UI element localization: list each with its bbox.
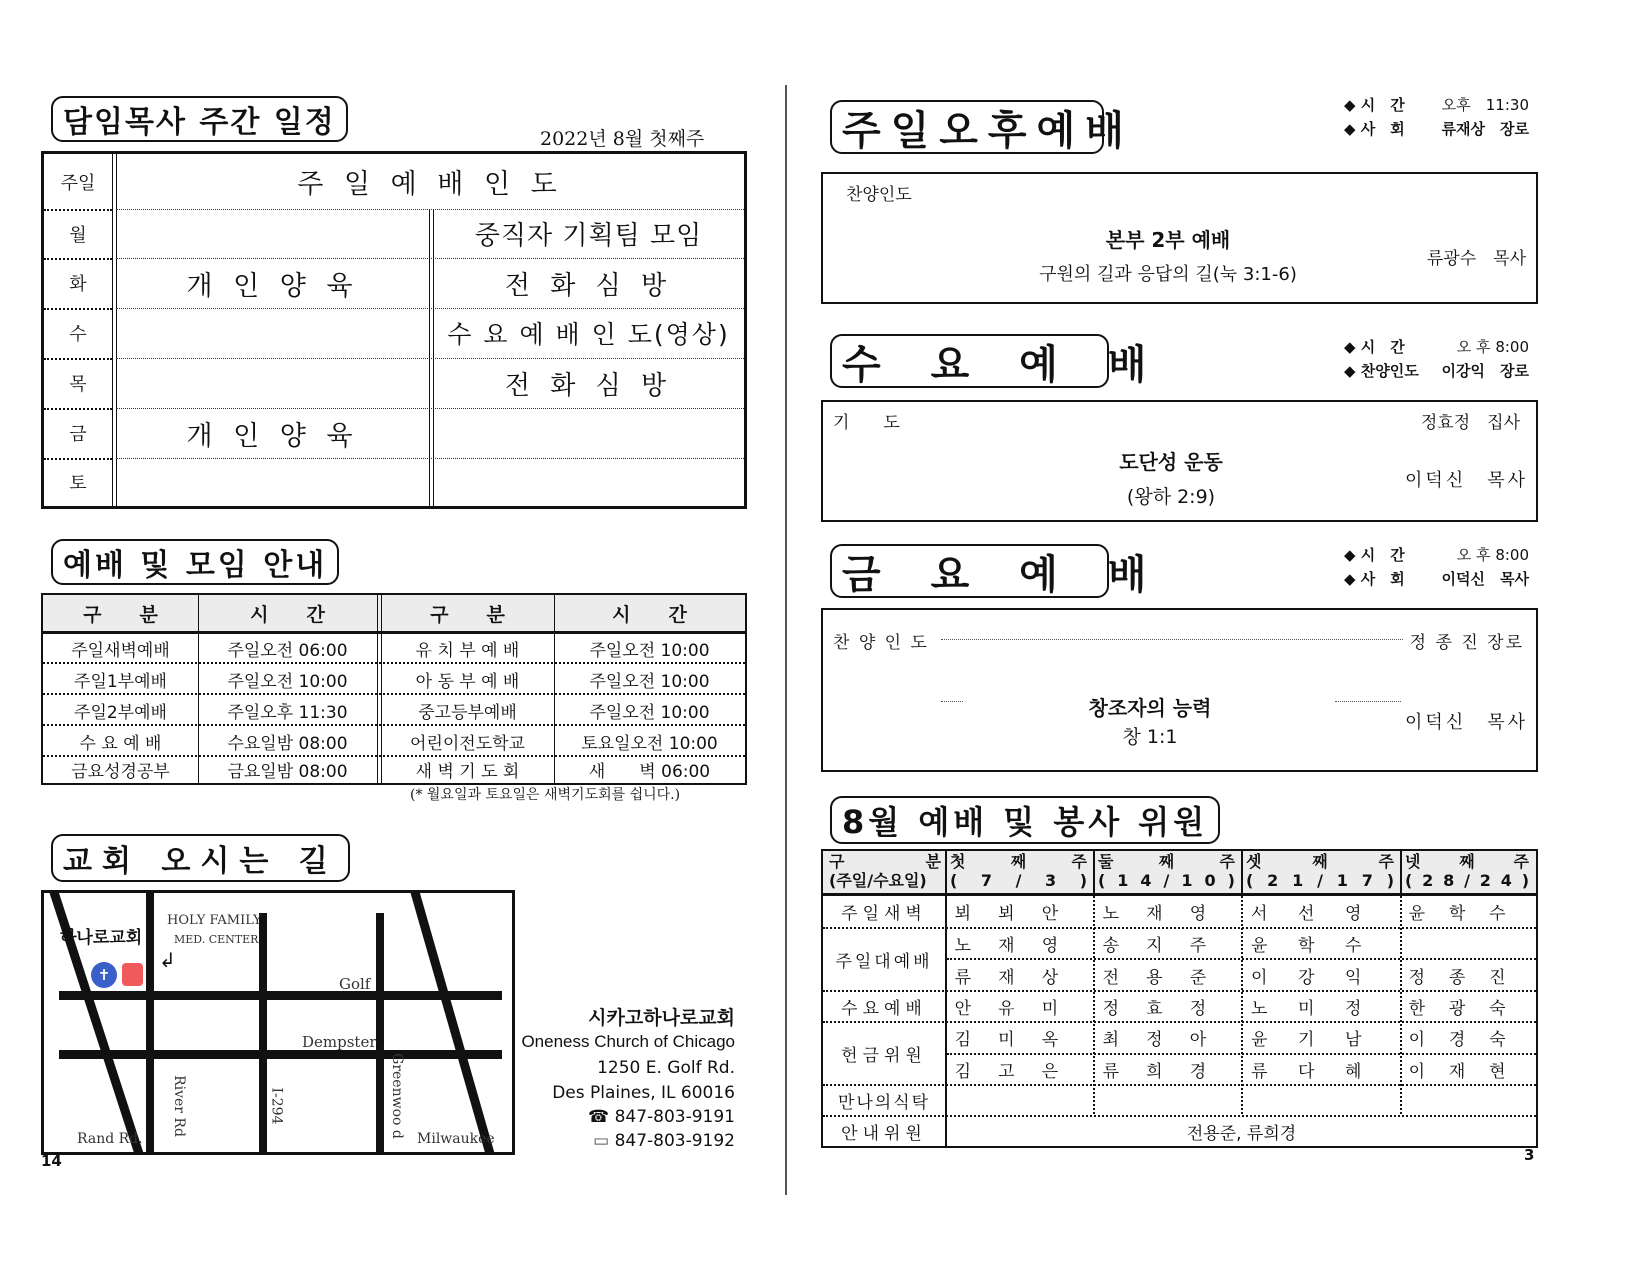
friday-box [821,608,1538,772]
meeting-time: 주일오전 10:00 [589,671,710,692]
info-label: 시 간 [1360,96,1405,114]
sermon-title: 도단성 운동 [1119,450,1223,474]
row-label: 만나의식탁 [837,1092,931,1113]
name-cell: 김미옥 [954,1030,1086,1050]
hospital-label-1: HOLY FAMILY [167,913,262,928]
schedule-date: 2022년 8월 첫째주 [540,128,705,150]
friday-title: 금 요 예 배 [830,544,1109,598]
servants-table [821,849,1538,1148]
meeting-name: 주일1부예배 [74,671,167,692]
name-cell: 윤기남 [1250,1030,1393,1050]
preacher: 이덕신 목사 [1405,712,1528,733]
ushers-names: 전용준, 류희경 [1186,1123,1297,1144]
fax-icon: ▭ [593,1131,615,1151]
name-cell: 안유미 [954,998,1086,1019]
wednesday-info: ◆ 시 간 오 후 8:00 ◆ 찬양인도 이강익 장로 [1344,338,1529,380]
info-label: 사 회 [1360,570,1405,588]
meeting-name: 주일새벽예배 [71,640,170,661]
name-cell: 뵈뵈안 [954,904,1086,924]
name-cell: 노재영 [954,935,1086,956]
schedule-thu-col1 [116,358,429,408]
meeting-name: 어린이전도학교 [410,733,525,754]
meeting-time: 수요일밤 08:00 [227,733,348,754]
wednesday-title: 수 요 예 배 [830,334,1109,388]
church-name-en: Oneness Church of Chicago [521,1032,735,1051]
name-cell: 송지주 [1102,935,1234,956]
name-cell: 노재영 [1102,904,1234,924]
day-fri: 금 [69,424,87,445]
info-value: 오 후 8:00 [1456,338,1529,356]
road-milwaukee [407,890,498,1155]
friday-info: ◆ 시 간 오 후 8:00 ◆ 사 회 이덕신 목사 [1344,546,1529,588]
header-week-4: 넷 째 주 ( 2 8 / 2 4 ) [1405,852,1529,890]
worship-person: 정 종 진 장로 [1409,633,1524,653]
info-value: 류재상 장로 [1441,120,1529,138]
schedule-title: 담임목사 주간 일정 [51,96,348,142]
name-cell: 류희경 [1102,1061,1234,1082]
meeting-time: 금요일밤 08:00 [227,762,348,782]
row-label: 주일새벽 [841,904,927,924]
name-cell: 정종진 [1408,967,1530,988]
directions-title: 교회 오시는 길 [51,834,350,882]
meetings-header-type-2: 구 분 [430,603,505,626]
sermon-sub: (왕하 2:9) [1126,486,1216,508]
meeting-name: 중고등부예배 [418,702,517,723]
river-label: River Rd [170,1075,187,1137]
sermon-title: 본부 2부 예배 [1105,228,1231,252]
greenwood-label: Greenwoo d [388,1053,405,1139]
phone-number: 847-803-9191 [614,1107,735,1127]
info-value: 이덕신 목사 [1441,570,1529,588]
name-cell: 노미정 [1250,998,1393,1019]
road-i294 [259,913,267,1152]
schedule-sat-col2 [433,458,744,506]
sunday-pm-title: 주일오후예배 [830,100,1104,154]
servants-title: 8월 예배 및 봉사 위원 [830,796,1220,844]
schedule-wed-col2: 수 요 예 배 인 도(영상) [447,320,730,349]
info-label: 사 회 [1360,120,1405,138]
meeting-time: 주일오전 10:00 [589,640,710,661]
name-cell: 윤학수 [1250,935,1393,956]
day-sun: 주일 [60,172,96,194]
church-name-ko: 시카고하나로교회 [588,1007,735,1029]
schedule-fri-col1: 개 인 양 육 [186,420,359,452]
hospital-label-2: MED. CENTER [174,933,259,946]
meetings-header-time-1: 시 간 [250,603,325,626]
info-label: 시 간 [1360,338,1405,356]
address-line-1: 1250 E. Golf Rd. [597,1058,735,1078]
meetings-title: 예배 및 모임 안내 [51,539,339,585]
address-line-2: Des Plaines, IL 60016 [552,1083,735,1103]
sermon-sub: 창 1:1 [1122,726,1178,748]
church-label: 하나로교회 [60,928,143,948]
name-cell: 김고은 [954,1061,1086,1082]
row-label: 헌금위원 [841,1045,927,1066]
church-icon: ✝ [91,962,117,988]
schedule-tue-col1: 개 인 양 육 [186,270,359,302]
preacher: 이덕신 목사 [1405,470,1528,491]
meetings-header-time-2: 시 간 [612,603,687,626]
phone-icon: ☎ [587,1107,615,1127]
name-cell: 정효정 [1102,998,1234,1019]
schedule-sat-col1 [116,458,429,506]
name-cell: 전용준 [1102,967,1234,988]
meeting-name: 새 벽 기 도 회 [415,762,520,782]
worship-label: 찬 양 인 도 [833,633,929,653]
name-cell: 이재현 [1408,1061,1530,1082]
sermon-sub: 구원의 길과 응답의 길(눅 3:1-6) [1039,264,1297,285]
role-label: 찬양인도 [846,185,912,205]
schedule-wed-col1 [116,308,429,358]
name-cell: 한광숙 [1408,998,1530,1019]
meeting-time: 주일오후 11:30 [227,702,348,723]
meeting-name: 주일2부예배 [74,702,167,723]
name-cell: 이경숙 [1408,1030,1530,1050]
meetings-table [41,593,747,785]
day-mon: 월 [69,224,87,246]
name-cell: 윤학수 [1408,904,1530,924]
schedule-fri-col2 [433,408,744,458]
page-number-right: 3 [1524,1146,1535,1164]
header-week-2: 둘 째 주 ( 1 4 / 1 0 ) [1098,852,1235,890]
church-contact [520,1006,735,1153]
header-category-sub: (주일/수요일) [829,871,927,890]
meetings-header-type-1: 구 분 [83,603,158,626]
name-cell: 류재상 [954,967,1086,988]
header-category: 구 분 (주일/수요일) [829,852,941,890]
schedule-mon-col2: 중직자 기획팀 모임 [474,221,703,251]
name-cell: 서선영 [1250,904,1393,924]
header-week-1: 첫 째 주 ( 7 / 3 ) [950,852,1087,890]
page-number-left: 14 [41,1152,62,1170]
meeting-name: 금요성경공부 [71,762,170,782]
arrow-icon: ↲ [159,948,176,972]
meeting-time: 주일오전 10:00 [227,671,348,692]
page-divider [785,85,787,1195]
meeting-time: 주일오전 10:00 [589,702,710,723]
sunday-schedule: 주 일 예 배 인 도 [297,169,563,200]
meeting-name: 유 치 부 예 배 [415,640,520,661]
schedule-thu-col2: 전 화 심 방 [504,370,673,401]
wednesday-box [821,400,1538,522]
info-value: 이강익 장로 [1441,362,1529,380]
prayer-label: 기 도 [833,413,900,433]
name-cell: 류다혜 [1250,1061,1393,1082]
golf-label: Golf [339,975,371,993]
meeting-time: 토요일오전 10:00 [581,733,718,754]
name-cell: 최정아 [1102,1030,1234,1050]
road-river [146,893,154,1152]
meetings-note: (* 월요일과 토요일은 새벽기도회를 쉽니다.) [410,787,681,803]
fax-number: 847-803-9192 [614,1131,735,1151]
i294-label: I-294 [268,1087,285,1125]
road-dempster [59,1050,502,1059]
schedule-table [41,151,747,509]
row-label: 안내위원 [841,1123,927,1144]
info-value: 오 후 8:00 [1456,546,1529,564]
schedule-tue-col2: 전 화 심 방 [504,270,673,301]
name-cell [1402,928,1536,958]
rand-label: Rand Rd. [77,1131,143,1147]
name-cell: 이강익 [1250,967,1393,988]
hospital-icon [122,963,143,986]
road-golf [59,991,502,1000]
map [41,890,515,1155]
row-label: 주일대예배 [835,951,933,972]
row-label: 수요예배 [841,998,927,1019]
dempster-label: Dempster [302,1033,377,1051]
schedule-mon-col1 [116,209,429,258]
meeting-time: 주일오전 06:00 [227,640,348,661]
day-tue: 화 [69,274,87,295]
meeting-name: 아 동 부 예 배 [415,671,520,692]
meeting-time: 새 벽 06:00 [588,762,711,782]
sermon-title: 창조자의 능력 [1088,696,1212,720]
info-label: 찬양인도 [1360,362,1419,380]
sunday-pm-box [821,172,1538,304]
road-greenwood [376,913,384,1152]
sunday-pm-info: ◆ 시 간 오후 11:30 ◆ 사 회 류재상 장로 [1344,96,1529,138]
prayer-person: 정효정 집사 [1420,413,1520,433]
day-sat: 토 [69,473,87,494]
header-week-3: 셋 째 주 ( 2 1 / 1 7 ) [1246,852,1394,890]
day-wed: 수 [69,324,87,345]
meeting-name: 수 요 예 배 [79,733,162,754]
info-value: 오후 11:30 [1441,96,1529,114]
day-thu: 목 [69,374,87,395]
preacher: 류광수 목사 [1426,249,1526,269]
info-label: 시 간 [1360,546,1405,564]
milwaukee-label: Milwaukee [417,1131,495,1147]
